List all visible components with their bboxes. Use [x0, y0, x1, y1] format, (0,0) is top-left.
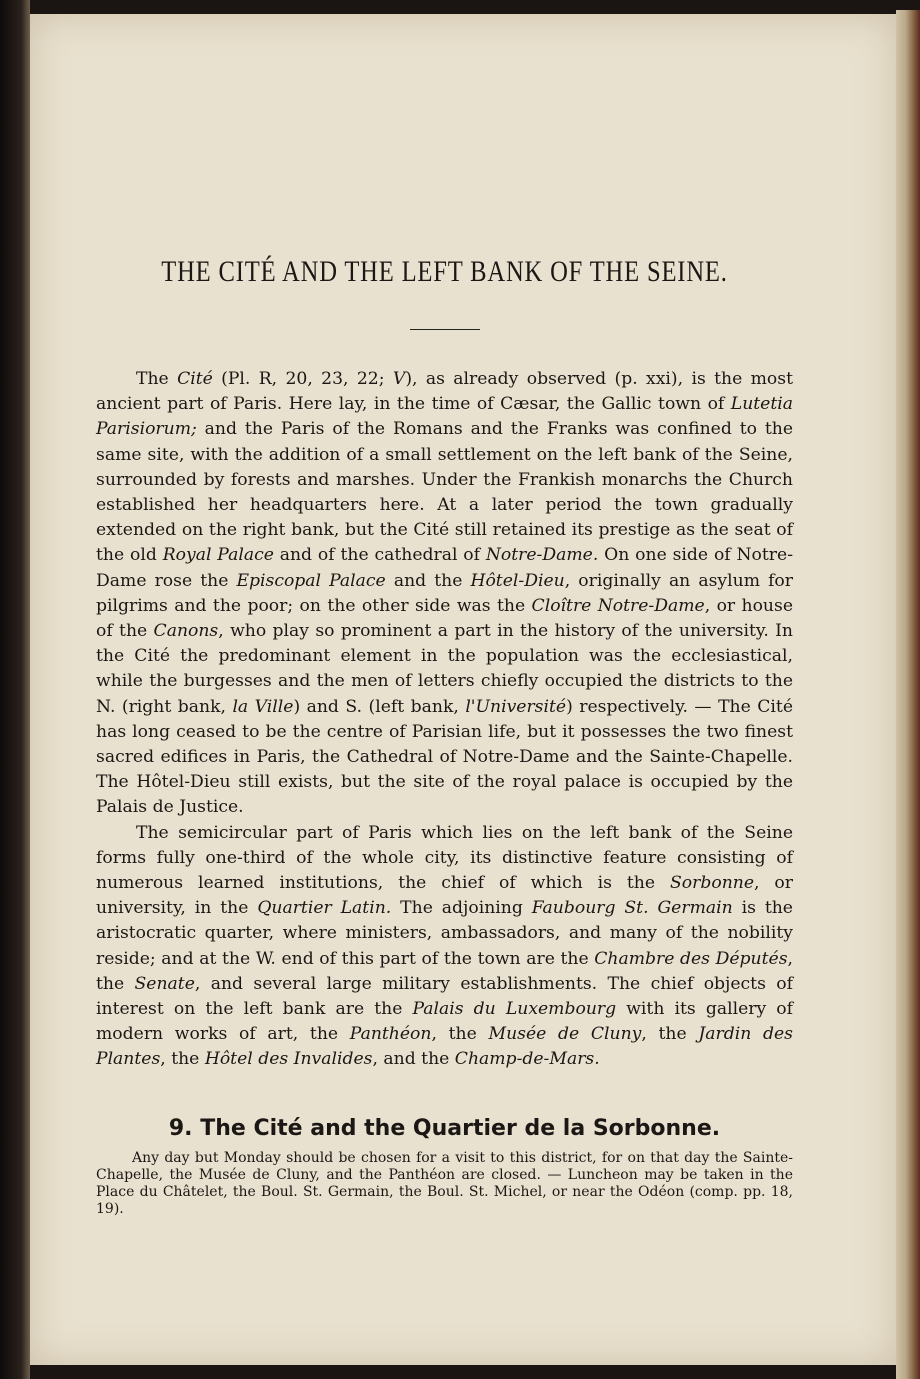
text-run: The adjoining — [391, 898, 532, 919]
text-run: , and several large military establishments. The chief objects of interest on the left bank are the — [96, 973, 793, 1020]
visit-note: Any day but Monday should be chosen for a visit to this district, for on that day the Sainte-Chapelle, the Musée de Cluny, and the Panthéon are closed. — Luncheon may be taken in the Place du Châtelet, the Boul. St. Germain, the Boul. St. Michel, or near the Odéon (comp. pp. 18, 19). — [96, 1149, 793, 1217]
italic-term: l'Université — [465, 696, 567, 717]
text-run: On one side of Notre-Dame rose the — [96, 545, 793, 591]
text-run: , or house of the — [96, 595, 793, 642]
paragraph-left-bank — [96, 821, 793, 1073]
italic-term: Hôtel-Dieu — [470, 570, 565, 591]
paragraph-cite — [96, 367, 793, 821]
text-run: The — [136, 369, 178, 389]
text-run: , who play so prominent a part in the history of the university. In the Cité the predominant element in the population was the ecclesiastical, while the burgesses and the men of letters chiefly occupied the districts to the N. (right bank, — [96, 621, 793, 717]
text-run: ) and S. (left bank, — [293, 696, 466, 717]
italic-term: Senate — [134, 973, 195, 994]
text-run: (Pl. R, 20, 23, 22; — [212, 369, 393, 389]
text-run: ) respectively. — The Cité has long ceased to be the centre of Parisian life, but it possesses the two finest sacred edifices in Paris, the Cathedral of Notre-Dame and the Sainte-Chapelle. The Hôtel-Dieu still exists, but the site of the royal palace is occupied by the Palais de Justice. — [96, 696, 794, 818]
italic-term: Panthéon — [349, 1024, 432, 1045]
text-run: with its gallery of modern works of art, the — [96, 999, 793, 1045]
italic-term: Faubourg St. Germain — [531, 898, 733, 919]
italic-term: Royal Palace — [162, 545, 274, 566]
italic-term: Champ-de-Mars. — [454, 1049, 600, 1070]
text-run: , originally an asylum for pilgrims and the poor; on the other side was the — [96, 570, 793, 616]
book-spine — [0, 0, 30, 1379]
chapter-title: THE CITÉ AND THE LEFT BANK OF THE SEINE. — [161, 255, 728, 288]
text-run: ), as already observed (p. xxi), is the most ancient part of Paris. Here lay, in the time of Cæsar, the Gallic town of — [96, 369, 793, 415]
italic-term: Notre-Dame. — [485, 545, 599, 566]
italic-term: Sorbonne — [670, 873, 754, 894]
italic-term: la Ville — [232, 696, 294, 717]
text-run: , the — [641, 1024, 699, 1045]
italic-term: Lutetia Parisiorum; — [96, 394, 793, 440]
text-run: , the — [96, 948, 793, 994]
italic-term: Canons — [153, 621, 219, 642]
italic-term: Chambre des Députés — [594, 948, 788, 969]
text-run: , the — [160, 1049, 205, 1070]
text-run: is the aristocratic quarter, where ministers, ambassadors, and many of the nobility reside; and at the W. end of this part of the town are the — [96, 898, 793, 969]
italic-term: Hôtel des Invalides — [204, 1049, 373, 1070]
text-run: , the — [431, 1024, 489, 1045]
italic-term: Quartier Latin. — [257, 898, 392, 919]
italic-term: Jardin des Plantes — [96, 1024, 793, 1070]
text-run: , or university, in the — [96, 873, 793, 919]
text-run: and of the cathedral of — [273, 545, 486, 566]
section-heading: 9. The Cité and the Quartier de la Sorbonne. — [168, 1115, 721, 1141]
italic-term: Episcopal Palace — [236, 570, 386, 591]
page-edges — [896, 10, 920, 1379]
title-rule — [410, 329, 480, 330]
text-run: , and the — [372, 1049, 455, 1070]
text-run: and the — [385, 570, 471, 591]
text-run: and the Paris of the Romans and the Franks was confined to the same site, with the addition of a small settlement on the left bank of the Seine, surrounded by forests and marshes. Under the Frankish monarchs the Church established her headquarters here. At a later period the town gradually extended on the right bank, but the Cité still retained its prestige as the seat of the old — [96, 419, 793, 566]
page-content — [96, 255, 793, 1218]
italic-term: Cité — [177, 369, 213, 389]
italic-term: Cloître Notre-Dame — [531, 595, 705, 616]
italic-term: Palais du Luxembourg — [412, 999, 617, 1020]
italic-term: V — [392, 369, 406, 389]
text-run: The semicircular part of Paris which lies on the left bank of the Seine forms fully one-third of the whole city, its distinctive feature consisting of numerous learned institutions, the chief of which is the — [96, 822, 793, 894]
italic-term: Musée de Cluny — [488, 1024, 642, 1045]
